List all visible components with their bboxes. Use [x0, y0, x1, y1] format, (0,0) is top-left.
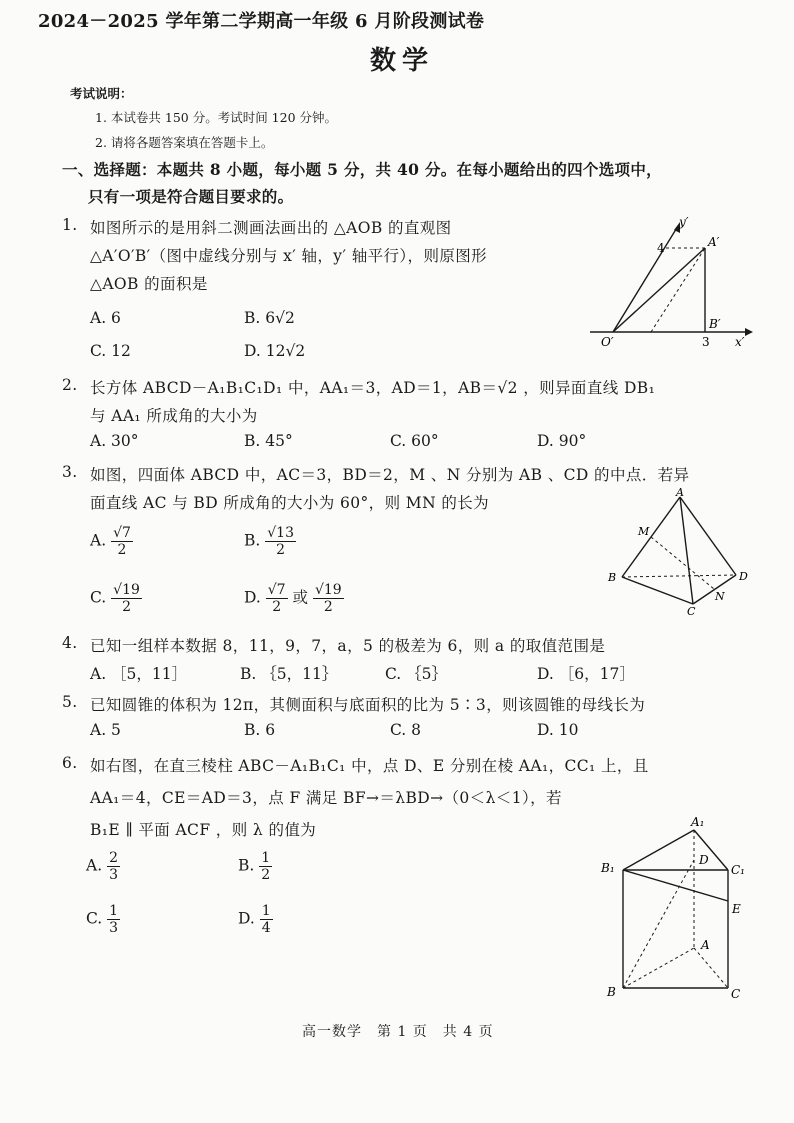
- q5-number: 5.: [62, 693, 78, 711]
- q3-figure: [600, 485, 760, 615]
- q1-option-a: A. 6: [90, 309, 121, 327]
- q1-label-3: 3: [702, 335, 710, 349]
- instruction-item: 2. 请将各题答案填在答题卡上。: [95, 135, 274, 150]
- q1-option-d: D. 12√2: [244, 342, 306, 360]
- q6-line2: AA₁＝4，CE＝AD＝3，点 F 满足 BF→＝λBD→（0＜λ＜1），若: [90, 789, 562, 807]
- q5-option-c: C. 8: [390, 721, 422, 739]
- section-heading-line1: 一、选择题：本题共 8 小题，每小题 5 分，共 40 分。在每小题给出的四个选项中，: [62, 160, 662, 179]
- q6-option-a: A. $\frac{2}{3}$: [86, 850, 118, 884]
- q4-option-a: A. ［5，11］: [90, 665, 188, 683]
- q2-option-d: D. 90°: [537, 432, 587, 450]
- page-footer: 高一数学 第 1 页 共 4 页: [302, 1024, 494, 1040]
- q1-number: 1.: [62, 216, 78, 234]
- q6-label-a: A: [701, 938, 710, 952]
- q3-option-b-fraction: $\frac{√13}{2}$: [267, 525, 295, 559]
- q6-option-c-fraction: $\frac{1}{3}$: [109, 903, 119, 937]
- q1-line2: △A′O′B′（图中虚线分别与 x′ 轴，y′ 轴平行），则原图形: [90, 247, 488, 265]
- q6-option-c: C. $\frac{1}{3}$: [86, 903, 119, 937]
- q1-line1: 如图所示的是用斜二测画法画出的 △AOB 的直观图: [90, 219, 452, 237]
- q3-option-b: B. $\frac{√13}{2}$: [244, 525, 295, 559]
- q3-option-d-fraction1: $\frac{√7}{2}$: [267, 582, 286, 616]
- q3-edge-bd-dashed: [622, 575, 736, 577]
- q6-label-b1: B₁: [601, 861, 615, 875]
- q1-x-arrow: [745, 328, 753, 336]
- q1-label-b: B′: [709, 317, 721, 331]
- q6-option-d-fraction: $\frac{1}{4}$: [261, 903, 271, 937]
- q1-figure: [585, 212, 755, 352]
- q6-edge-ba-dashed: [623, 948, 694, 988]
- q3-option-a: A. $\frac{√7}{2}$: [90, 525, 131, 559]
- q4-option-c: C. ｛5｝: [385, 665, 448, 683]
- q5-line: 已知圆锥的体积为 12π，其侧面积与底面积的比为 5∶3，则该圆锥的母线长为: [90, 696, 646, 714]
- q5-option-d: D. 10: [537, 721, 579, 739]
- q6-option-b-fraction: $\frac{1}{2}$: [261, 850, 271, 884]
- q2-line1: 长方体 ABCD－A₁B₁C₁D₁ 中，AA₁＝3，AD＝1，AB＝√2 ，则异面直线 DB₁: [90, 379, 656, 397]
- q3-option-a-fraction: $\frac{√7}{2}$: [113, 525, 131, 559]
- q4-number: 4.: [62, 634, 78, 652]
- q3-segment-mn-dashed: [651, 537, 714, 589]
- q6-figure: [595, 808, 765, 1008]
- q3-label-b: B: [608, 571, 617, 584]
- q6-edge-b1a1: [623, 830, 694, 870]
- q3-label-m: M: [638, 525, 650, 538]
- q6-label-a1: A₁: [691, 815, 705, 829]
- q1-label-o: O′: [601, 335, 614, 349]
- q3-edge-bc: [622, 577, 693, 604]
- q3-option-c: C. $\frac{√19}{2}$: [90, 582, 140, 616]
- instructions-label: 考试说明：: [70, 86, 133, 101]
- q1-option-b: B. 6√2: [244, 309, 295, 327]
- subject-title: 数学: [370, 46, 435, 76]
- q1-label-4: 4: [657, 241, 665, 255]
- q1-line3: △AOB 的面积是: [90, 275, 208, 293]
- q1-label-x: x′: [735, 335, 745, 349]
- q4-option-d: D. ［6，17］: [537, 665, 635, 683]
- q3-line1: 如图，四面体 ABCD 中，AC＝3，BD＝2，M 、N 分别为 AB 、CD 的中点．若异: [90, 466, 690, 484]
- q1-y-axis: [613, 226, 678, 332]
- q4-line: 已知一组样本数据 8，11，9，7，a，5 的极差为 6，则 a 的取值范围是: [90, 637, 606, 655]
- q5-option-b: B. 6: [244, 721, 276, 739]
- q6-option-d: D. $\frac{1}{4}$: [238, 903, 271, 937]
- section-heading-line2: 只有一项是符合题目要求的。: [88, 187, 294, 206]
- q6-segment-b1e: [623, 870, 728, 901]
- q6-line3: B₁E ∥ 平面 ACF ，则 λ 的值为: [90, 821, 317, 839]
- q1-label-a: A′: [708, 235, 720, 249]
- q6-segment-bd-dashed: [623, 860, 694, 988]
- q3-option-d: D. $\frac{√7}{2}$ 或 $\frac{√19}{2}$: [244, 582, 342, 616]
- q6-edge-ac-dashed: [694, 948, 728, 988]
- q2-option-a: A. 30°: [90, 432, 139, 450]
- q3-label-d: D: [739, 570, 748, 583]
- q6-label-d: D: [699, 853, 709, 867]
- q2-line2: 与 AA₁ 所成角的大小为: [90, 407, 258, 425]
- exam-title: 2024－2025 学年第二学期高一年级 6 月阶段测试卷: [38, 11, 485, 32]
- q1-option-c: C. 12: [90, 342, 131, 360]
- q3-label-c: C: [687, 605, 696, 615]
- q1-label-y: y′: [679, 215, 689, 229]
- q6-label-b: B: [607, 985, 616, 999]
- q3-number: 3.: [62, 463, 78, 481]
- q6-label-e: E: [732, 902, 741, 916]
- q6-number: 6.: [62, 754, 78, 772]
- q6-label-c: C: [731, 987, 741, 1001]
- q6-option-a-fraction: $\frac{2}{3}$: [109, 850, 118, 884]
- q6-line1: 如右图，在直三棱柱 ABC－A₁B₁C₁ 中，点 D、E 分别在棱 AA₁，CC₁ 上，且: [90, 757, 649, 775]
- q3-option-d-fraction2: $\frac{√19}{2}$: [314, 582, 342, 616]
- q4-option-b: B. ｛5，11｝: [240, 665, 338, 683]
- q3-label-a: A: [676, 486, 684, 499]
- q3-option-c-fraction: $\frac{√19}{2}$: [113, 582, 140, 616]
- q3-line2: 面直线 AC 与 BD 所成角的大小为 60°，则 MN 的长为: [90, 494, 490, 512]
- q2-option-c: C. 60°: [390, 432, 439, 450]
- q5-option-a: A. 5: [90, 721, 121, 739]
- q2-option-b: B. 45°: [244, 432, 293, 450]
- q6-option-b: B. $\frac{1}{2}$: [238, 850, 271, 884]
- q3-label-n: N: [715, 590, 725, 603]
- q2-number: 2.: [62, 376, 78, 394]
- q6-label-c1: C₁: [731, 863, 745, 877]
- instruction-item: 1. 本试卷共 150 分。考试时间 120 分钟。: [95, 110, 338, 125]
